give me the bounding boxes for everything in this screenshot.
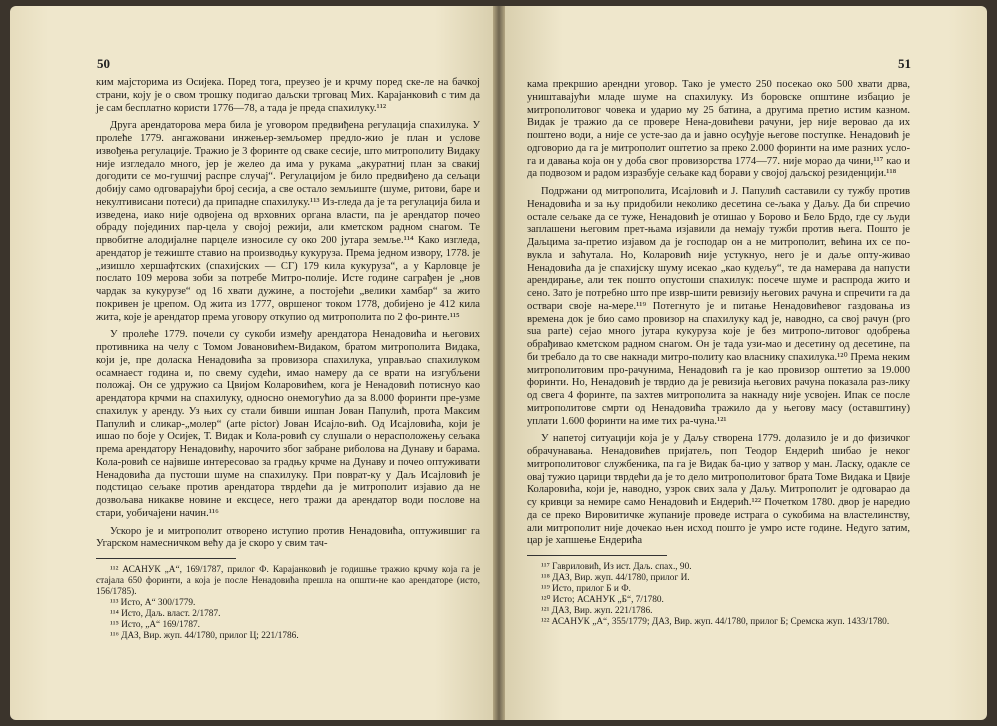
footnotes-right [527, 562, 910, 628]
paragraph: Ускоро је и митрополит отворено иступио против Ненадовића, оптужившиг га Угарском намесничком већу да је скоро у свим тач- [96, 525, 480, 550]
left-page [10, 6, 493, 720]
right-page [505, 6, 987, 720]
footnote-rule [527, 555, 667, 556]
page-number-left: 50 [97, 56, 110, 71]
footnote: ¹²¹ ДАЗ, Вир. жуп. 221/1786. [541, 606, 653, 616]
paragraph: Подржани од митрополита, Исајловић и Ј. Папулић саставили су тужбу против Ненадовића и за њу придобили неколико десетина се-љака у Даљу. Да би спречио остале сељаке да се туже, Ненадовић је отишао у Борово и Бело Брдо, где су људи заплашени његовим прет-њама изјавили да немају тужби против њега. Пошто је Даљцима за-претио изјавом да је господар он а не митрополит, већина их се по-вукла и заћутала. Но, Коларовић није устукнуо, него је и даље опту-живао Ненадовића да је спахијску шуму исекао „као кудељу“, те да намерава да напусти арендирање, али тек пошто опустоши спахилук: посече шуме и распрода жито и сено. Зато је потребно што пре извр-шити ревизију његових рачуна и спречити га да оствари своје на-мере.¹¹⁹ Потегнуто је и питање Ненадовићевог газдовања из времена док је био само провизор на спахилуку кад је, наводно, са свој рачун (pro sua parte) сејао много јутара кукуруза које је без митропо-литовог одобрења обрађивао кметском радном снагом. Он је тада узи-мао и десетину од десетине, па би требало да то све накнади митро-политу као власнику спахилука.¹²⁰ Према неким митрополитовим про-рачунима, Ненадовић га је као провизор оштетио за 19.000 форинти. Но, Ненадовић је тврдио да је ревизија његових рачуна показала раз-лику од свега 4 форинте, па захтев митрополита за накнаду није усвојен. Ипак се после митрополитове смрти од Ненадовића тражило да у његову масу (оставштину) уплати 1.600 форинти на име тих ра-чуна.¹²¹ [527, 186, 910, 427]
footnote: ¹¹⁸ ДАЗ, Вир. жуп. 44/1780, прилог И. [541, 573, 690, 583]
footnote: ¹¹⁶ ДАЗ, Вир. жуп. 44/1780, прилог Ц; 221/1786. [110, 631, 299, 641]
footnote: ¹²² АСАНУК „А“, 355/1779; ДАЗ, Вир. жуп. 44/1780, прилог Б; Сремска жуп. 1433/1780. [541, 617, 890, 627]
footnotes-left [96, 565, 480, 642]
paragraph: ким мајсторима из Осијека. Поред тога, преузео је и крчму поред ске-ле на бачкој страни, коју је о свом трошку подигао даљски трговац Мих. Карајанковић с тим да је сам бесплатно користи 1776—78, а тада је преда спахилуку.¹¹² [96, 77, 480, 114]
footnote: ¹¹⁵ Исто, „А“ 169/1787. [110, 620, 200, 630]
page-number-right: 51 [898, 56, 911, 71]
paragraph: У напетој ситуацији која је у Даљу створена 1779. долазило је и до физичког обрачунавања. Ненадовићев пријатељ, поп Теодор Ендерић шибао је неког митрополитовог службеника, па га је Видак ба-цио у затвор у ман. Ласку, одакле се овај тужио царици тврдећи да је то дело митрополитовог брата Томе Видака и Цвије Коларовића, који је, наводно, узрок свих зала у Даљу. Митрополит је одговарао да су кривци за немире само Ненадовић и Ендерић.¹²² Почетком 1780. двор је наредио да се преко Вировитичке жупаније проведе истрага о сукобима на властелинству, али митрополит није дочекао њен исход пошто је умро исте године. Недуго затим, цар је хапшење Ендерића [527, 433, 910, 547]
footnote: ¹¹⁹ Исто, прилог Б и Ф. [541, 584, 631, 594]
footnote: ¹¹³ Исто, А“ 300/1779. [110, 598, 196, 608]
footnote: ¹¹⁷ Гавриловић, Из ист. Даљ. спах., 90. [541, 562, 692, 572]
footnote: ¹¹² АСАНУК „А“, 169/1787, прилог Ф. Карајанковић је годишње тражио крчму која га је стајала 650 форинти, а која је после Ненадовића прешла на општи-не као арендаторе (исто, 156/1785). [96, 565, 480, 597]
right-page-text [527, 79, 910, 628]
book-gutter [493, 6, 505, 720]
paragraph: Друга арендаторова мера била је уговором предвиђена регулација спахилука. У пролеће 1779. ангажовани инжењер-земљомер предло-жио је план и услове извођења регулације. Тражио је 3 форинте од сваке сесије, што митрополиту Видаку није изгледало много, јер је желео да има у рукама „акуратниј план за свакиј догодити се мо-гушчиј распре случај“. Регулацијом је било предвиђено да сељаци добију само одговарајући број сесија, а све остало земљиште (шуме, ритови, баре и некултивисани потеси) да припадне спахилуку.¹¹³ Из-гледа да је та регулација била и изведена, иако није одвојена од врховних органа власти, па је арендатор почео обраду појединих пар-цела у својој режији, али кметском радном снагом. Те првобитне алодијалне парцеле износиле су око 200 јутара земље.¹¹⁴ Како изгледа, арендатор је тежиште ставио на производњу кукуруза. Према једном извору, 1778. је „изишло хершафтских (спахијских — СГ) 179 кила кукуруза“, а у Карловце је послато 109 мерова зоби за потребе Митро-полије. Исте године саграђен је „нов чардак за кукурузе“ од 16 хвати дужине, а постојећи „велики хамбар“ за жито покривен је црепом. Од жита из 1777, овршеног током 1778, добијено је 412 кила жита, које је арендатор према уговору откупио од митрополита по 2 фо-ринте.¹¹⁵ [96, 120, 480, 323]
footnote-rule [96, 558, 236, 559]
footnote: ¹¹⁴ Исто, Даљ. власт. 2/1787. [110, 609, 221, 619]
paragraph: У пролеће 1779. почели су сукоби између арендатора Ненадовића и његових противника на челу с Томом Јовановићем-Видаком, братом митрополита Видака, који је, пре доласка Ненадовића за провизора спахилука, управљао спахилуком осамнаест година и, по свему судећи, имао намеру да се врати на изгубљени положај. Он се удружио са Цвијом Коларовићем, кога је Ненадовић потиснуо као арендатора крчми на спахилуку, односно онемогућио да за 8.000 форинти пре-узме спахилук у аренду. Уз њих су стали бивши ишпан Јован Папулић, прота Максим Папулић и сликар-„молер“ (arte pictor) Јован Исајло-вић. Од Исајловића, који је ишао по боје у Осијек, Т. Видак и Кола-ровић су слушали о нерасположењу сељака према арендатору Ненадовићу, нарочито због забране риболова на Дунаву и барама. Кола-ровић се највише интересовао за градњу крчме на Дунаву и почео оптуживати Ненадовића да пустоши шуме на спахилуку. При поврат-ку у Даљ Исајловић је подстицао сељаке против арендатора тврдећи да је митрополит изјавио да не дозвољава никакве новине и ексцесе, него тражи да арендатор води послове на стари, уобичајени начин.¹¹⁶ [96, 329, 480, 519]
paragraph: кама прекршио арендни уговор. Тако је уместо 250 посекао око 500 хвати дрва, уништавајући младе шуме на спахилуку. Из боровске општине избацио је митрополитовог човека и ударио му 25 батина, а другима претио истим казном. Видак је тражио да се провере Нена-довићеви рачуни, јер није веровао да их поштено води, а није се усте-зао да и јавно осуђује његове поступке. Ненадовић је одговорио да га је митрополит оштетио за преко 2.000 форинти на име разних усло-га и давања која он у доба свог провизорства 1774—77. није морао да чини,¹¹⁷ као и да подвозом и радом изразбује сељаке кад борави у својој даљској резиденцији.¹¹⁸ [527, 79, 910, 180]
left-page-text [96, 77, 480, 642]
footnote: ¹²⁰ Исто; АСАНУК „Б“, 7/1780. [541, 595, 664, 605]
